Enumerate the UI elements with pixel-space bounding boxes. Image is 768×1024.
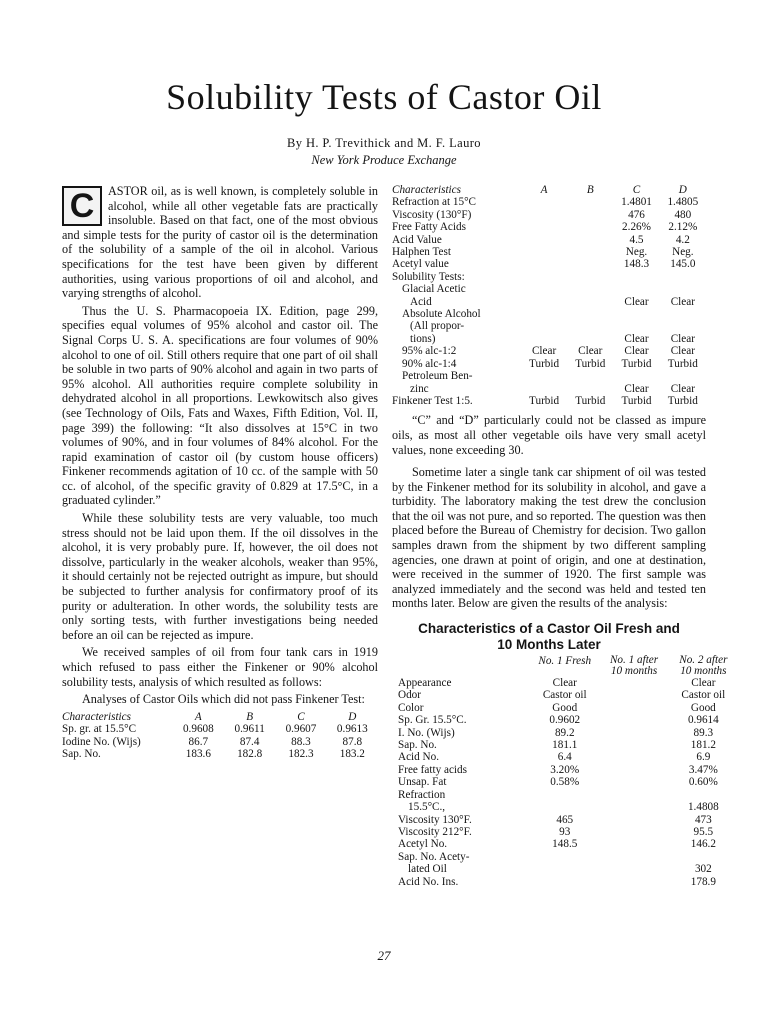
table-cell: 0.60% — [688, 776, 718, 789]
table-row — [392, 221, 706, 233]
table-cell — [599, 776, 668, 788]
table-row — [398, 764, 738, 776]
table-cell — [521, 308, 567, 320]
table-cell: Turbid — [621, 357, 652, 370]
table-cell: Color — [398, 701, 424, 714]
table-cell — [567, 283, 613, 295]
table-failed-oils — [62, 711, 378, 761]
table-cell: Clear — [670, 332, 695, 345]
table-cell: Free fatty acids — [398, 763, 467, 776]
table-cell — [567, 320, 613, 332]
table-cell — [660, 308, 706, 320]
table-cell: 6.4 — [557, 751, 572, 764]
table-cell: Unsap. Fat — [398, 776, 447, 789]
dropcap-initial: C — [62, 186, 102, 226]
table-row — [392, 333, 706, 345]
table-cell — [567, 209, 613, 221]
table-cell — [521, 296, 567, 308]
table-cell: 0.58% — [550, 776, 580, 789]
table-header-cell: C — [297, 710, 305, 723]
table-cell — [599, 727, 668, 739]
table-row — [398, 863, 738, 875]
table-cell: Turbid — [667, 357, 698, 370]
table-cell: 183.6 — [185, 748, 211, 760]
table-cell — [521, 221, 567, 233]
left-column — [62, 184, 378, 760]
table-cell: Neg. — [672, 246, 694, 259]
table-cell — [530, 876, 599, 888]
table-cell: 148.3 — [623, 258, 650, 271]
table-cell: Acid No. — [398, 751, 440, 764]
table-header-cell: D — [348, 710, 357, 723]
table-header-cell: No. 1 Fresh — [538, 655, 592, 668]
table-row — [398, 776, 738, 788]
table-cell: 86.7 — [188, 735, 209, 748]
table-cell — [521, 370, 567, 382]
table-row — [398, 838, 738, 850]
table-cell — [599, 838, 668, 850]
table-header-cell: A — [540, 184, 548, 196]
table-row — [62, 736, 378, 748]
table-cell — [567, 196, 613, 208]
table-cell — [613, 370, 659, 382]
paragraph-6: “C” and “D” particularly could not be classed as impure oils, as most all other vegetable oils have very small acetyl values, none exceeding 30. — [392, 413, 706, 457]
table-row — [392, 271, 706, 283]
table-cell: 1.4805 — [667, 196, 699, 209]
table-cell — [521, 333, 567, 345]
table-cell: Finkener Test 1:5. — [392, 394, 473, 407]
header-line: 10 months — [680, 665, 727, 678]
table-cell: Sp. gr. at 15.5°C — [62, 723, 137, 736]
table-cell: Halphen Test — [392, 246, 451, 259]
table-cell — [521, 383, 567, 395]
table-header-row — [62, 711, 378, 723]
table-cell: Clear — [691, 677, 716, 690]
table-cell — [613, 320, 659, 332]
table-cell: Clear — [624, 295, 649, 308]
table-cell — [521, 271, 567, 283]
table-cell: Absolute Alcohol — [402, 308, 481, 321]
table-row — [398, 702, 738, 714]
table-row — [392, 234, 706, 246]
table-row — [398, 727, 738, 739]
table-cell — [521, 196, 567, 208]
table-cell: 88.3 — [291, 735, 311, 748]
table-cell: 87.8 — [342, 735, 363, 748]
table-cell — [567, 308, 613, 320]
table-row — [392, 196, 706, 208]
table-cell — [567, 370, 613, 382]
table-cell: Clear — [624, 345, 649, 358]
table-row — [392, 296, 706, 308]
table-cell: Sap. No. Acety- — [398, 850, 470, 863]
table-cell: Acid No. Ins. — [398, 875, 459, 888]
table-header-row — [392, 184, 706, 196]
table-cell: 0.9614 — [687, 714, 719, 727]
table-cell: Sap. No. — [398, 739, 437, 752]
table-row — [392, 308, 706, 320]
table-fresh-title — [392, 621, 706, 653]
table-cell: I. No. (Wijs) — [398, 726, 455, 739]
right-column — [392, 184, 728, 888]
table-row — [62, 748, 378, 760]
table-row — [398, 739, 738, 751]
table-cell: Turbid — [529, 357, 560, 370]
table-cell — [521, 283, 567, 295]
table-cell: 3.47% — [688, 763, 718, 776]
table-cell — [599, 739, 668, 751]
table-cell: 4.2 — [675, 233, 690, 246]
table-cell — [567, 246, 613, 258]
table-cell: Viscosity 212°F. — [398, 825, 472, 838]
table-cell: 148.5 — [552, 838, 578, 851]
table-cell: Petroleum Ben- — [402, 370, 473, 383]
table-cell: Sap. No. — [62, 748, 101, 760]
table-cell: Acid — [410, 295, 432, 308]
table-cell — [599, 876, 668, 888]
table-cell: Neg. — [625, 246, 648, 259]
table-cell: 473 — [694, 813, 712, 826]
table-row — [398, 876, 738, 888]
table-row — [392, 209, 706, 221]
table-cell: Acetyl value — [392, 258, 449, 271]
table-cell: Viscosity 130°F. — [398, 813, 472, 826]
table-row — [398, 714, 738, 726]
table-cell: 6.9 — [696, 751, 711, 764]
table-cell — [660, 320, 706, 332]
table-cell — [599, 751, 668, 763]
table-cell: Free Fatty Acids — [392, 221, 466, 234]
table-header-cell: C — [632, 184, 641, 196]
table-fresh-title-line1: Characteristics of a Castor Oil Fresh and — [418, 621, 680, 637]
table-cell: 95% alc-1:2 — [402, 345, 457, 358]
table-cell: Odor — [398, 689, 421, 702]
table-cell: Good — [690, 701, 716, 714]
table-cell: 0.9613 — [336, 723, 368, 736]
table-cell: 145.0 — [670, 258, 696, 271]
article-title: Solubility Tests of Castor Oil — [166, 77, 602, 117]
table-row — [392, 246, 706, 258]
table-cell — [521, 246, 567, 258]
table-cell — [567, 258, 613, 270]
paragraph-2: Thus the U. S. Pharmacopoeia IX. Edition, page 299, specifies equal volumes of 95% alcohol and castor oil. The Signal Corps U. S. A. specifications are four volumes of 90% alcohol to one of oil. Still others require that one part of oil shall be soluble in two parts of 90% alcohol and again in two parts of 95% alcohol. All authorities require complete solubility in dehydrated alcohol in all proportions. Lewkowitsch also gives (see Technology of Oils, Fats and Waxes, Fifth Edition, Vol. II, page 399) the following: “It also dissolves at 15°C in two volumes of 90%, and in four volumes of 84% alcohol. For the rapid examination of castor oil (by custom house officers) Finkener recommends agitation of 10 cc. of the sample with 50 cc. of alcohol, of the specific gravity of 0.829 at 17.5°C, in a graduated cylinder.” — [62, 303, 378, 508]
table-cell: 1.4808 — [687, 801, 719, 814]
table-header-cell: A — [194, 710, 202, 723]
table-cell — [599, 689, 668, 701]
table-cell — [599, 702, 668, 714]
table-row — [392, 358, 706, 370]
table-header-row — [398, 655, 738, 677]
table-cell — [613, 283, 659, 295]
table-cell: tions) — [410, 332, 436, 345]
table-cell: 0.9608 — [182, 723, 214, 736]
table-row — [398, 751, 738, 763]
table-header-cell — [398, 655, 530, 677]
table-row — [398, 801, 738, 813]
table-row — [62, 723, 378, 735]
table-cell — [521, 209, 567, 221]
table-cell: zinc — [410, 382, 429, 395]
table-cell: Solubility Tests: — [392, 270, 465, 283]
table-header-cell: Characteristics — [62, 710, 131, 723]
table-cell — [599, 714, 668, 726]
table-header-cell: B — [586, 184, 594, 196]
table-cell — [599, 764, 668, 776]
table-cell: 181.2 — [690, 739, 716, 752]
table-characteristics-abcd — [392, 184, 706, 407]
table-cell — [660, 271, 706, 283]
paragraph-5: Analyses of Castor Oils which did not pass Finkener Test: — [82, 692, 365, 707]
table-cell: Clear — [670, 382, 695, 395]
header-line: 10 months — [610, 665, 658, 678]
table-cell: 95.5 — [693, 825, 714, 838]
table-row — [398, 814, 738, 826]
table-cell: 87.4 — [239, 735, 260, 748]
table-cell — [567, 333, 613, 345]
table-cell: Clear — [624, 332, 649, 345]
table-cell: Clear — [578, 345, 603, 358]
table-cell: Clear — [552, 677, 577, 690]
table-cell — [530, 789, 599, 801]
table-cell — [599, 814, 668, 826]
table-cell: 4.5 — [629, 233, 644, 246]
table-header-cell — [669, 655, 738, 677]
table-cell: 93 — [559, 825, 571, 838]
table-row — [392, 283, 706, 295]
table-cell — [613, 271, 659, 283]
table-cell — [660, 283, 706, 295]
table-cell: 0.9611 — [234, 723, 265, 736]
table-cell: 90% alc-1:4 — [402, 357, 457, 370]
table-cell — [567, 296, 613, 308]
table-cell — [599, 789, 668, 801]
table-row — [392, 345, 706, 357]
table-cell: 2.12% — [668, 221, 698, 234]
table-row — [398, 689, 738, 701]
table-cell — [567, 234, 613, 246]
table-row — [392, 370, 706, 382]
table-cell — [567, 271, 613, 283]
table-cell: Turbid — [667, 394, 698, 407]
table-cell — [599, 851, 668, 863]
table-cell: 183.2 — [339, 748, 365, 760]
table-cell — [530, 851, 599, 863]
table-cell: Sp. Gr. 15.5°C. — [398, 714, 467, 727]
table-cell: Clear — [670, 295, 695, 308]
table-cell — [599, 826, 668, 838]
table-cell: Refraction — [398, 788, 446, 801]
table-cell: Appearance — [398, 677, 452, 690]
table-cell: 182.3 — [288, 748, 314, 760]
table-row — [398, 789, 738, 801]
table-cell: Clear — [624, 382, 649, 395]
table-cell: 0.9607 — [285, 723, 317, 736]
table-cell — [599, 801, 668, 813]
table-cell: Iodine No. (Wijs) — [62, 735, 141, 748]
table-cell: Acid Value — [392, 233, 442, 246]
table-row — [398, 851, 738, 863]
affiliation: New York Produce Exchange — [311, 153, 457, 167]
table-header-cell: B — [246, 710, 254, 723]
table-cell: Good — [552, 701, 578, 714]
table-row — [392, 320, 706, 332]
table-cell — [530, 863, 599, 875]
table-row — [392, 383, 706, 395]
table-cell: 15.5°C., — [408, 801, 446, 814]
header-line: No. 2 after — [679, 654, 728, 667]
table-cell: 89.3 — [693, 726, 714, 739]
paragraph-1 — [62, 184, 378, 301]
table-cell: Viscosity (130°F) — [392, 208, 472, 221]
table-cell: Castor oil — [681, 689, 726, 702]
table-cell: 480 — [674, 208, 692, 221]
table-cell: 476 — [628, 208, 645, 221]
table-header-cell — [599, 655, 668, 677]
table-cell: Castor oil — [542, 689, 587, 702]
table-cell: 178.9 — [690, 875, 716, 888]
table-cell: Clear — [670, 345, 695, 358]
table-cell — [669, 851, 738, 863]
table-cell — [521, 234, 567, 246]
header-line: No. 1 after — [609, 654, 659, 667]
table-cell: lated Oil — [408, 863, 447, 876]
table-cell — [660, 370, 706, 382]
table-cell — [530, 801, 599, 813]
paragraph-1-text: ASTOR oil, as is well known, is completely soluble in alcohol, while all other vegetable fats are practically insoluble. Based on that fact, one of the most obvious and simple tests for the purity of castor oil is the determination of the solubility of a sample of the oil in alcohol. Various specifications for the test have been given by different authorities, using various proportions of oil and alcohol, and varying strengths of alcohol. — [62, 184, 378, 301]
table-cell: 89.2 — [554, 726, 575, 739]
paragraph-7: Sometime later a single tank car shipment of oil was tested by the Finkener method for its solubility in alcohol, and gave a turbidity. The laboratory making the test drew the conclusion that the oil was not pure, and so reported. The question was then placed before the Bureau of Chemistry for decision. Two gallon samples drawn from the shipment by two different sampling agencies, one drawn at point of origin, and one at destination, were received in the summer of 1920. The first sample was analyzed immediately and the second was held and tested ten months later. Below are given the results of the analysis: — [392, 465, 706, 611]
table-cell: Refraction at 15°C — [392, 196, 477, 209]
table-row — [392, 258, 706, 270]
table-cell: Turbid — [529, 394, 560, 407]
table-fresh-title-line2: 10 Months Later — [497, 637, 601, 653]
table-row — [398, 826, 738, 838]
paragraph-4: We received samples of oil from four tank cars in 1919 which refused to pass either the Finkener or 90% alcohol solubility tests, analysis of which resulted as follows: — [62, 645, 378, 689]
table-cell: (All propor- — [410, 320, 465, 333]
table-cell: 1.4801 — [621, 196, 652, 209]
table-cell: Acetyl No. — [398, 838, 448, 851]
table-cell: 3.20% — [550, 763, 580, 776]
table-cell: 465 — [556, 813, 574, 826]
byline: By H. P. Trevithick and M. F. Lauro — [287, 136, 481, 150]
table-row — [392, 395, 706, 407]
table-row — [398, 677, 738, 689]
page-number: 27 — [377, 948, 391, 963]
table-cell: 146.2 — [690, 838, 716, 851]
table-cell: Turbid — [575, 357, 606, 370]
table-cell — [599, 863, 668, 875]
table-cell: Clear — [531, 345, 557, 358]
table-cell: 181.1 — [552, 739, 578, 752]
table-cell — [669, 789, 738, 801]
table-cell: Turbid — [621, 394, 652, 407]
table-cell — [567, 383, 613, 395]
table-fresh-vs-aged — [398, 655, 738, 888]
table-header-cell: D — [678, 184, 687, 196]
table-cell: 182.8 — [237, 748, 263, 760]
table-cell — [521, 320, 567, 332]
table-cell: 2.26% — [622, 221, 651, 234]
table-cell: Turbid — [575, 394, 606, 407]
table-cell — [599, 677, 668, 689]
table-cell — [521, 258, 567, 270]
table-cell — [613, 308, 659, 320]
table-header-cell: Characteristics — [392, 184, 461, 196]
table-cell: Glacial Acetic — [402, 283, 466, 296]
paragraph-3: While these solubility tests are very valuable, too much stress should not be laid upon them. If the oil dissolves in the alcohol, it is very probably pure. If, however, the oil does not dissolve, particularly in the weaker alcohols, weaker than 95%, it should certainly not be rejected outright as impure, but should be subjected to further analysis for confirmatory proof of its purity or adulteration. In other words, the solubility tests are only sorting tests, with further investigations being needed before an oil can be rejected as impure. — [62, 511, 378, 642]
table-cell — [567, 221, 613, 233]
table-cell: 0.9602 — [549, 714, 581, 727]
table-cell: 302 — [694, 863, 712, 876]
